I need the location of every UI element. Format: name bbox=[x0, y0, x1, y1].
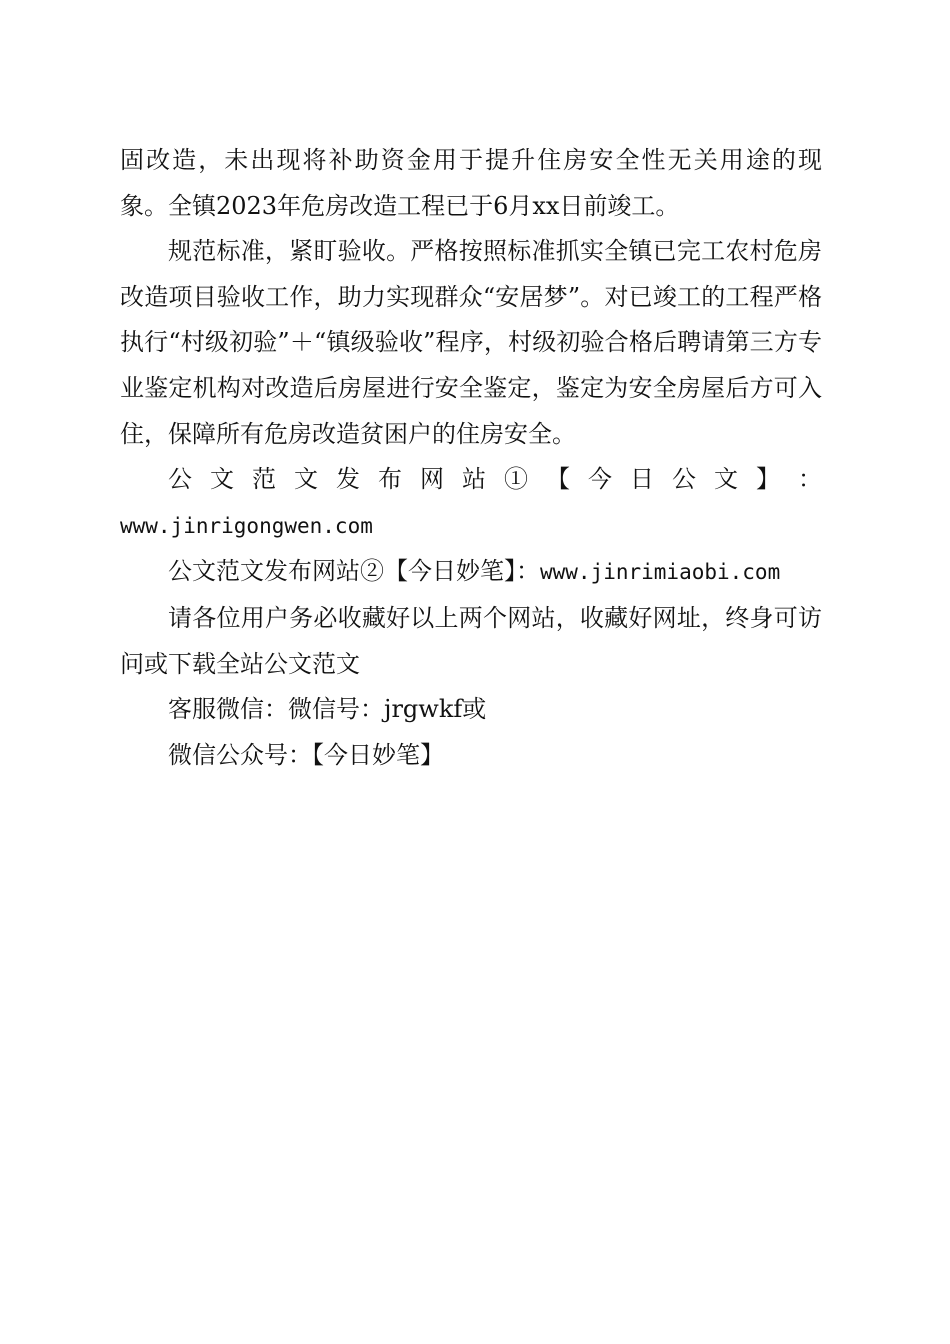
service-wechat: 客服微信：微信号：jrgwkf或 bbox=[168, 695, 487, 724]
site-1-url bbox=[120, 503, 822, 550]
site-1-label: 公 文 范 文 发 布 网 站 ① 【 今 日 公 文 】 ： bbox=[168, 465, 822, 494]
site-2-label: 公文范文发布网站②【今日妙笔】： bbox=[168, 557, 540, 586]
notice-paragraph: 请各位用户务必收藏好以上两个网站，收藏好网址，终身可访问或下载全站公文范文 bbox=[120, 603, 822, 678]
site-2-url: www.jinrimiaobi.com bbox=[540, 560, 781, 585]
paragraph-1-line-2: 象。全镇2023年危房改造工程已于6月xx日前竣工。 bbox=[120, 191, 680, 220]
paragraph-2: 规范标准，紧盯验收。严格按照标准抓实全镇已完工农村危房改造项目验收工作，助力实现群众“安居梦”。对已竣工的工程严格执行“村级初验”＋“镇级验收”程序，村级初验合格后聘请第三方专业鉴定机构对改造后房屋进行安全鉴定，鉴定为安全房屋后方可入住，保障所有危房改造贫困户的住房安全。 bbox=[120, 237, 822, 448]
site-1-url-text: www.jinrigongwen.com bbox=[120, 513, 373, 538]
official-account: 微信公众号：【今日妙笔】 bbox=[168, 740, 444, 769]
paragraph-1-line-1: 固改造，未出现将补助资金用于提升住房安全性无关用途的现 bbox=[120, 146, 822, 174]
document-body bbox=[120, 138, 822, 778]
site-2-line bbox=[120, 549, 822, 596]
